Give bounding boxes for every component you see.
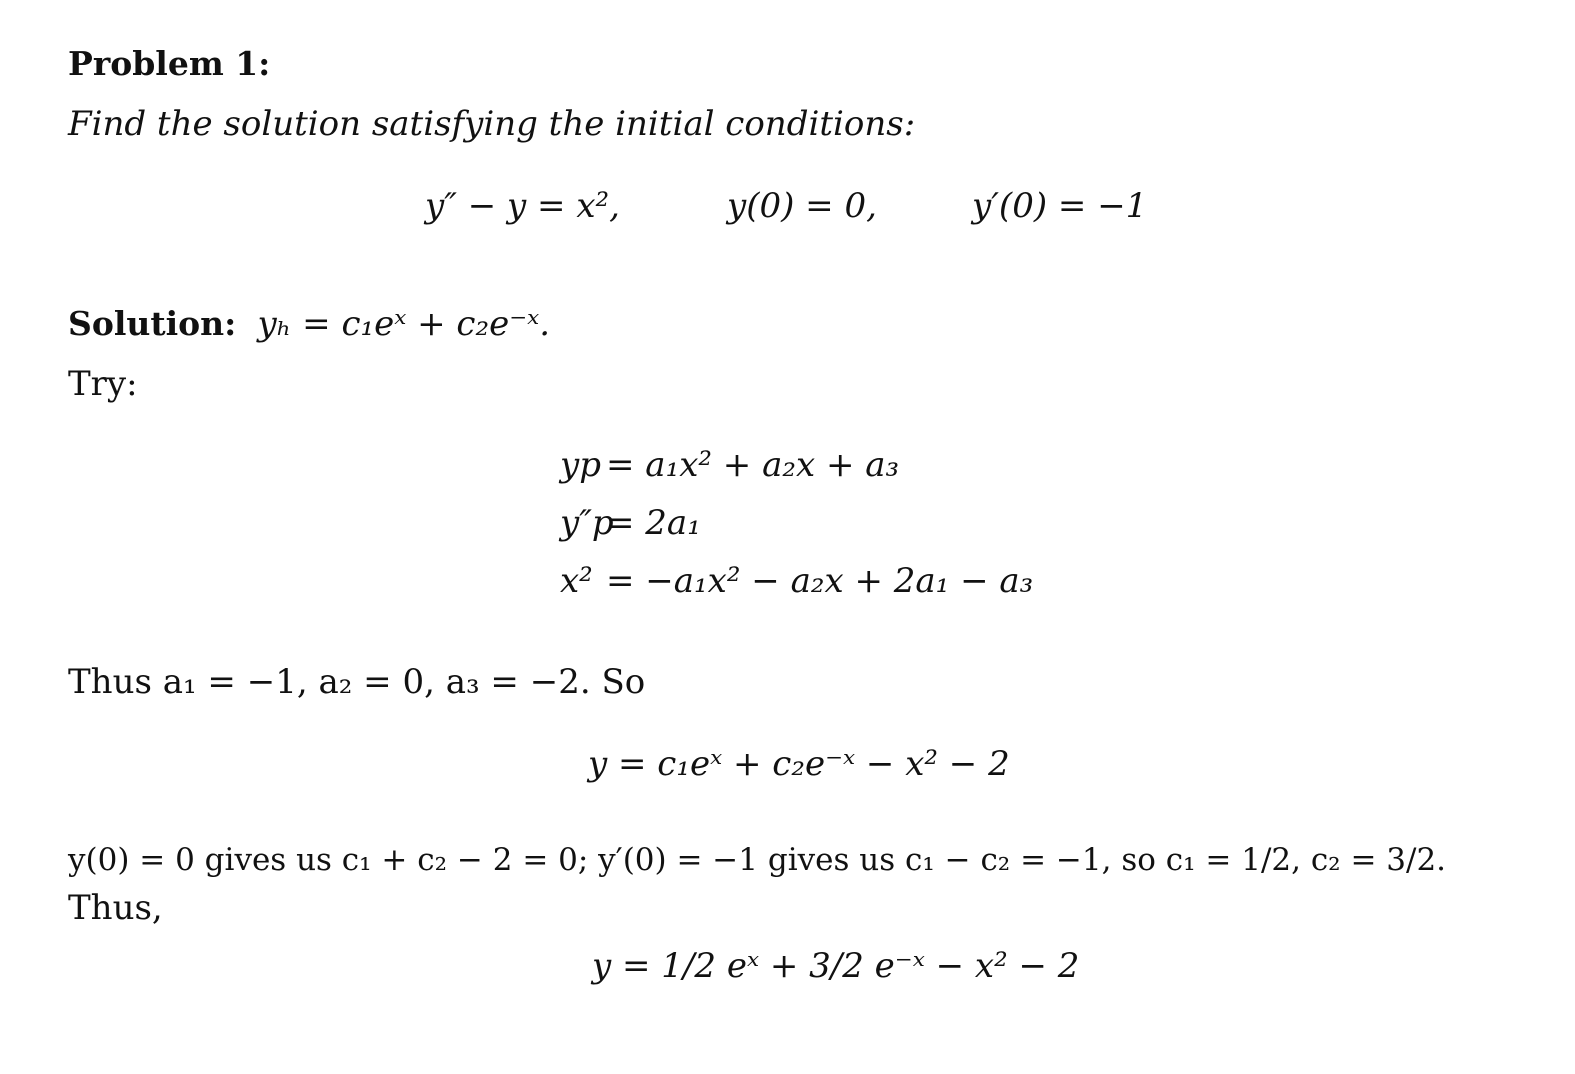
initial-condition-value: y(0) = 0, — [727, 186, 877, 226]
problem-prompt: Find the solution satisfying the initial conditions: — [68, 104, 916, 144]
general-solution: y = c₁eˣ + c₂e⁻ˣ − x² − 2 — [588, 744, 1010, 784]
equation-rhs: = 2a₁ — [606, 503, 701, 543]
initial-condition-derivation: y(0) = 0 gives us c₁ + c₂ − 2 = 0; y′(0) = −1 gives us c₁ − c₂ = −1, so c₁ = 1/2, c₂ = 3/2. — [68, 842, 1447, 878]
thus-label: Thus, — [68, 888, 163, 928]
equation-lhs: yp — [560, 445, 601, 485]
problem-heading: Problem 1: — [68, 44, 271, 83]
aligned-equation-row — [560, 445, 1033, 503]
equation-lhs: x² — [560, 561, 593, 601]
particular-solution-system — [560, 445, 1033, 619]
coefficients-statement: Thus a₁ = −1, a₂ = 0, a₃ = −2. So — [68, 662, 646, 702]
solution-label: Solution: — [68, 304, 237, 343]
try-label: Try: — [68, 364, 138, 404]
equation-rhs: = a₁x² + a₂x + a₃ — [606, 445, 900, 485]
aligned-equation-row — [560, 503, 1033, 561]
equation-rhs: = −a₁x² − a₂x + 2a₁ − a₃ — [606, 561, 1034, 601]
solution-line — [68, 304, 550, 344]
homogeneous-solution: yₕ = c₁eˣ + c₂e⁻ˣ. — [257, 304, 551, 344]
equation-lhs: y″p — [560, 503, 614, 543]
initial-condition-derivative: y′(0) = −1 — [972, 186, 1148, 226]
ode-equation: y″ − y = x², — [425, 186, 620, 226]
final-solution: y = 1/2 eˣ + 3/2 e⁻ˣ − x² − 2 — [592, 946, 1080, 986]
aligned-equation-row — [560, 561, 1033, 619]
